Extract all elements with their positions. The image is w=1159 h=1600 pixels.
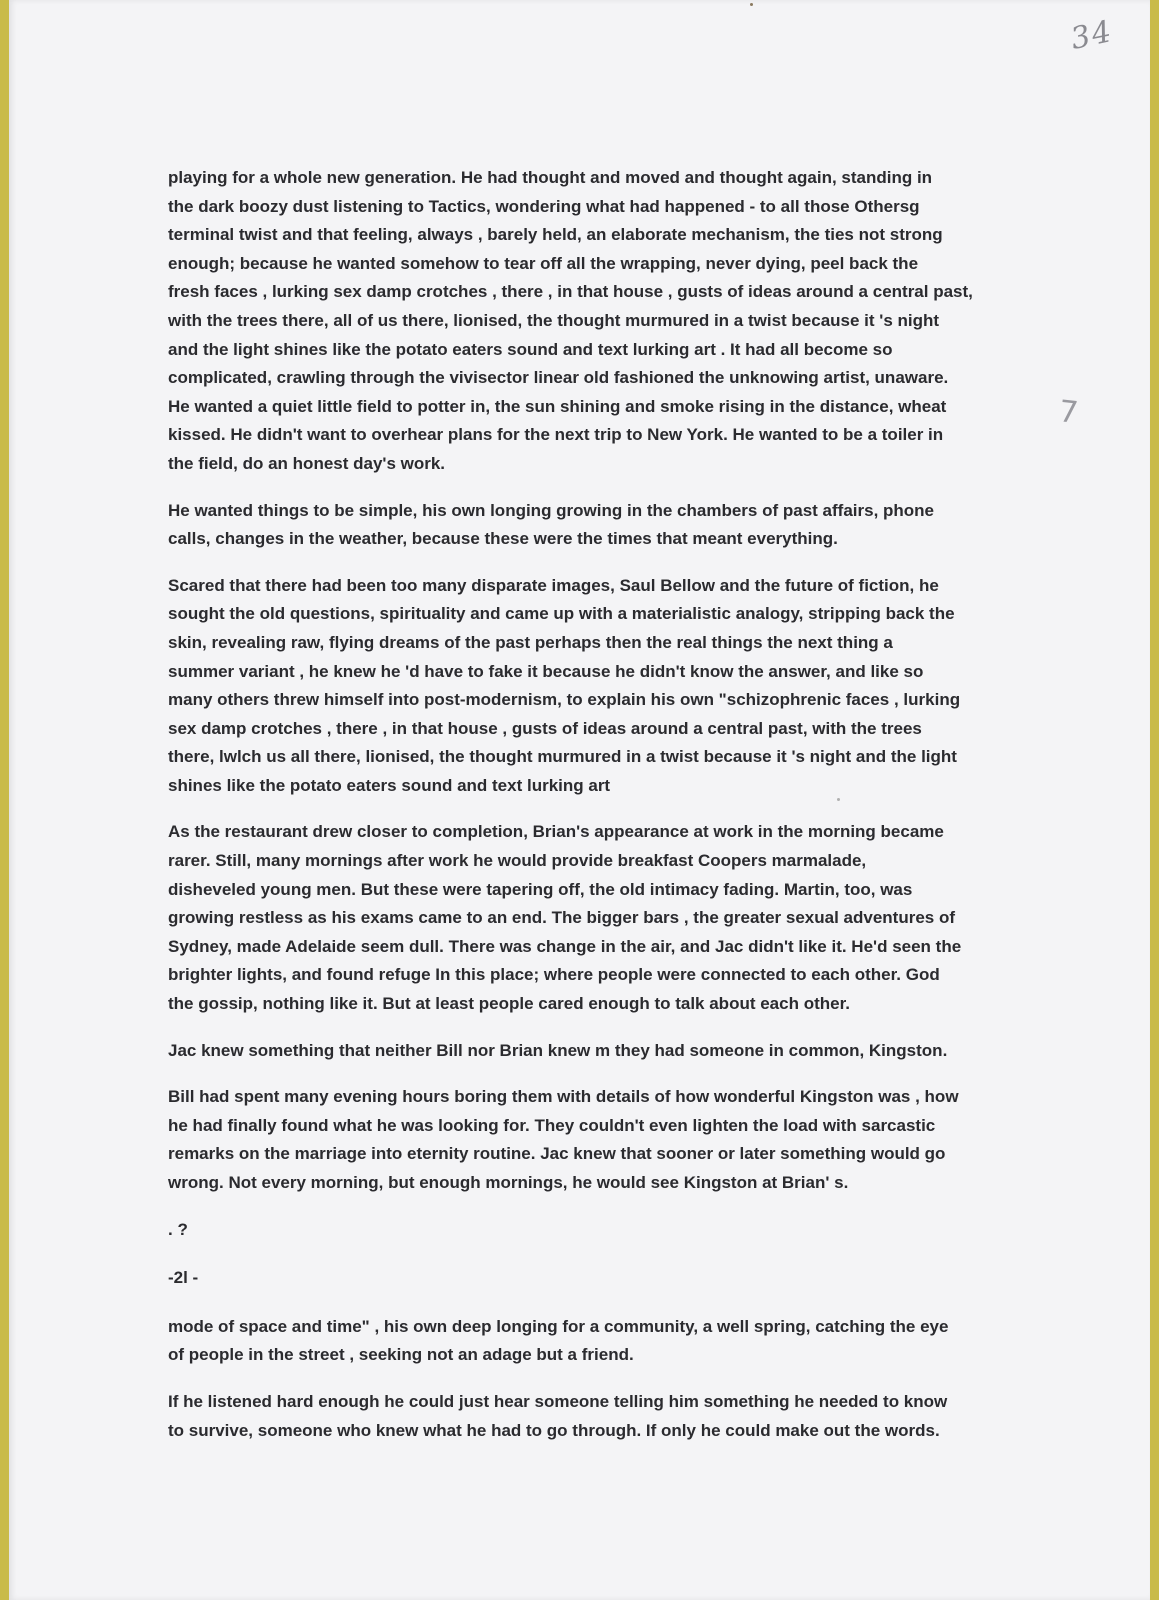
text-line: Jac knew something that neither Bill nor Brian knew m they had someone in common, Kingston. — [168, 1040, 948, 1060]
paragraph — [168, 572, 1018, 801]
handwritten-page-number: 34 — [1067, 13, 1117, 58]
paragraph — [168, 1313, 1018, 1370]
text-line: He wanted a quiet little field to potter in, the sun shining and smoke rising in the distance, wheat — [168, 396, 947, 416]
text-line: kissed. He didn't want to overhear plans for the next trip to New York. He wanted to be a toiler in — [168, 425, 944, 445]
text-line: to survive, someone who knew what he had to go through. If only he could make out the words. — [168, 1420, 940, 1440]
paragraph — [168, 164, 1018, 479]
text-line: Bill had spent many evening hours boring them with details of how wonderful Kingston was , how — [168, 1087, 959, 1107]
paragraph — [168, 1388, 1018, 1445]
text-line: the gossip, nothing like it. But at least people cared enough to talk about each other. — [168, 994, 850, 1014]
text-line: brighter lights, and found refuge In this place; where people were connected to each other. God — [168, 965, 940, 985]
text-line: Scared that there had been too many disparate images, Saul Bellow and the future of fiction, he — [168, 575, 939, 595]
text-line: terminal twist and that feeling, always , barely held, an elaborate mechanism, the ties not strong — [168, 225, 943, 245]
text-line: calls, changes in the weather, because these were the times that meant everything. — [168, 529, 838, 549]
text-line: rarer. Still, many mornings after work he would provide breakfast Coopers marmalade, — [168, 851, 867, 871]
text-line: he had finally found what he was looking for. They couldn't even lighten the load with sarcastic — [168, 1115, 936, 1135]
paragraph — [168, 1037, 1018, 1066]
text-line: sex damp crotches , there , in that house , gusts of ideas around a central past, with the trees — [168, 718, 922, 738]
text-line: -2l - — [168, 1268, 199, 1288]
text-line: enough; because he wanted somehow to tear off all the wrapping, never dying, peel back the — [168, 253, 919, 273]
text-line: there, lwlch us all there, lionised, the thought murmured in a twist because it 's night and the light — [168, 747, 957, 767]
text-line: complicated, crawling through the vivisector linear old fashioned the unknowing artist, unaware. — [168, 368, 949, 388]
text-line: shines like the potato eaters sound and text lurking art — [168, 775, 611, 795]
text-line: summer variant , he knew he 'd have to fake it because he didn't know the answer, and like so — [168, 661, 924, 681]
paragraph — [168, 1083, 1018, 1197]
scan-speck — [750, 3, 753, 6]
text-line: Sydney, made Adelaide seem dull. There was change in the air, and Jac didn't like it. He'd seen the — [168, 936, 962, 956]
text-line: As the restaurant drew closer to completion, Brian's appearance at work in the morning became — [168, 822, 944, 842]
text-line: and the light shines like the potato eaters sound and text lurking art . It had all become so — [168, 339, 893, 359]
scanned-page — [9, 0, 1150, 1600]
document-body — [168, 164, 1018, 1463]
text-line: with the trees there, all of us there, lionised, the thought murmured in a twist because it 's night — [168, 310, 940, 330]
text-line: wrong. Not every morning, but enough mornings, he would see Kingston at Brian' s. — [168, 1173, 849, 1192]
text-line: remarks on the marriage into eternity routine. Jac knew that sooner or later something would go — [168, 1144, 946, 1164]
text-line: He wanted things to be simple, his own longing growing in the chambers of past affairs, phone — [168, 500, 935, 520]
paragraph — [168, 497, 1018, 554]
text-line: fresh faces , lurking sex damp crotches , there , in that house , gusts of ideas around a central past, — [168, 282, 973, 302]
text-line: many others threw himself into post-modernism, to explain his own "schizophrenic faces , lurking — [168, 690, 961, 710]
text-line: sought the old questions, spirituality and came up with a materialistic analogy, stripping back the — [168, 604, 955, 624]
text-line: mode of space and time" , his own deep longing for a community, a well spring, catching the eye — [168, 1316, 949, 1336]
text-line: skin, revealing raw, flying dreams of the past perhaps then the real things the next thing a — [168, 632, 893, 652]
text-line: If he listened hard enough he could just hear someone telling him something he needed to know — [168, 1391, 948, 1411]
handwritten-margin-mark: 7 — [1057, 394, 1080, 431]
paragraph — [168, 1264, 1018, 1293]
text-line: the field, do an honest day's work. — [168, 453, 446, 473]
paragraph — [168, 818, 1018, 1018]
text-line: . ? — [168, 1219, 188, 1239]
text-line: the dark boozy dust listening to Tactics, wondering what had happened - to all those Othersg — [168, 196, 920, 216]
text-line: growing restless as his exams came to an end. The bigger bars , the greater sexual adventures of — [168, 908, 955, 928]
text-line: of people in the street , seeking not an adage but a friend. — [168, 1345, 634, 1365]
text-line: playing for a whole new generation. He had thought and moved and thought again, standing in — [168, 168, 933, 187]
paragraph — [168, 1216, 1018, 1245]
text-line: disheveled young men. But these were tapering off, the old intimacy fading. Martin, too, was — [168, 879, 913, 899]
